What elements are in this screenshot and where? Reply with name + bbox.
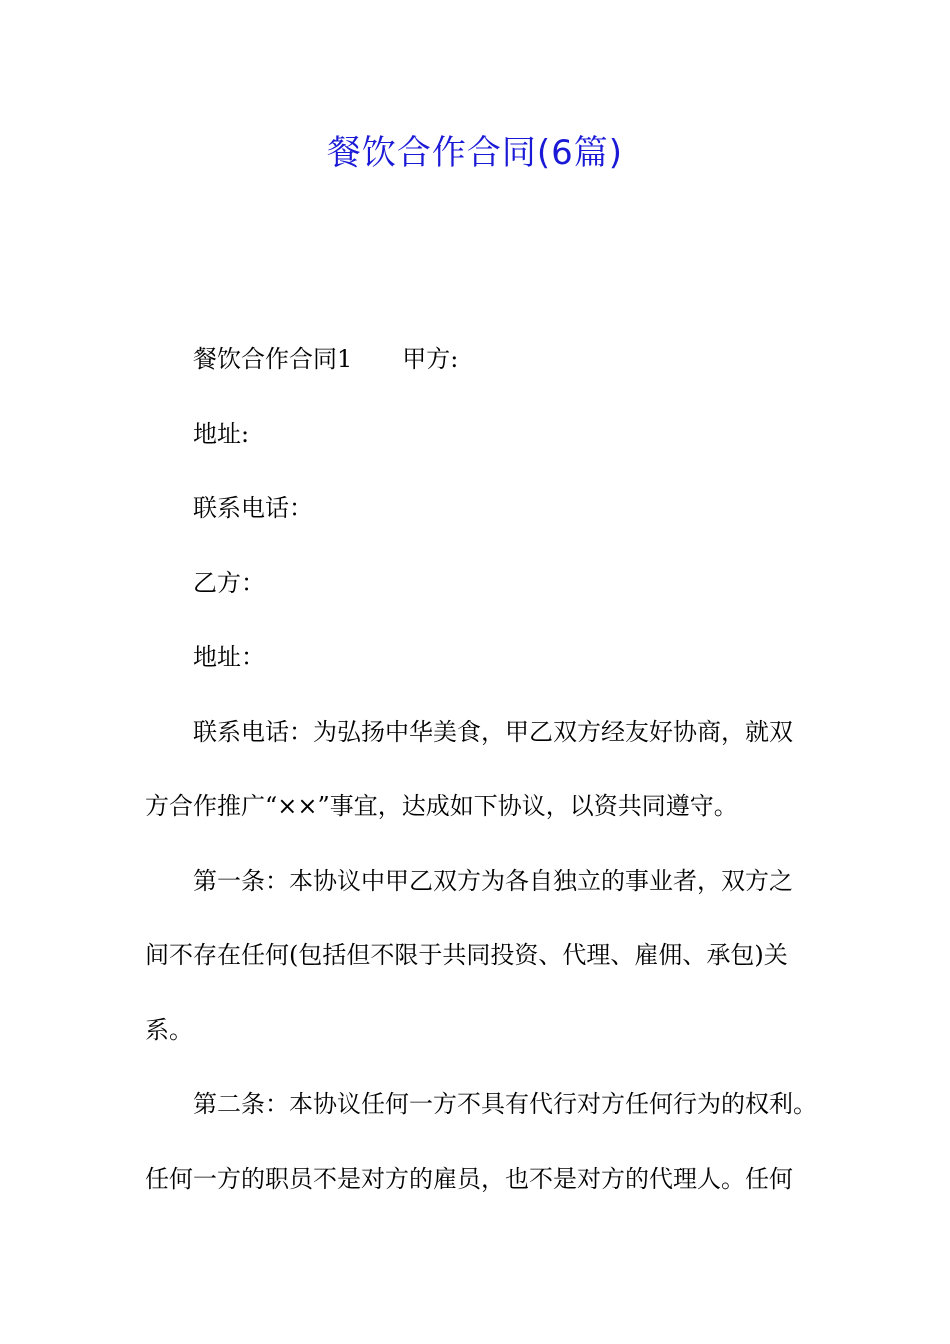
paragraph-line: 方合作推广“××”事宜，达成如下协议，以资共同遵守。: [145, 792, 738, 820]
paragraph-line: 联系电话：: [193, 494, 313, 522]
paragraph-line: 间不存在任何(包括但不限于共同投资、代理、雇佣、承包)关: [145, 941, 788, 969]
document-body: [145, 334, 815, 1228]
paragraph-line: 地址：: [193, 643, 265, 671]
paragraph-line: 任何一方的职员不是对方的雇员，也不是对方的代理人。任何: [145, 1164, 793, 1193]
paragraph-line: 系。: [145, 1015, 193, 1044]
paragraph-line: 乙方：: [193, 568, 265, 597]
paragraph-line: 第二条：本协议任何一方不具有代行对方任何行为的权利。: [193, 1090, 817, 1118]
paragraph-line: 地址:: [193, 419, 250, 448]
paragraph-line: 第一条：本协议中甲乙双方为各自独立的事业者，双方之: [193, 866, 793, 895]
paragraph-line: 联系电话：为弘扬中华美食，甲乙双方经友好协商，就双: [193, 717, 793, 746]
document-title: 餐饮合作合同(6篇): [326, 133, 624, 173]
paragraph-line: [145, 334, 815, 409]
party-a-label: 甲方:: [402, 345, 459, 373]
contract-heading: 餐饮合作合同1: [193, 345, 353, 373]
